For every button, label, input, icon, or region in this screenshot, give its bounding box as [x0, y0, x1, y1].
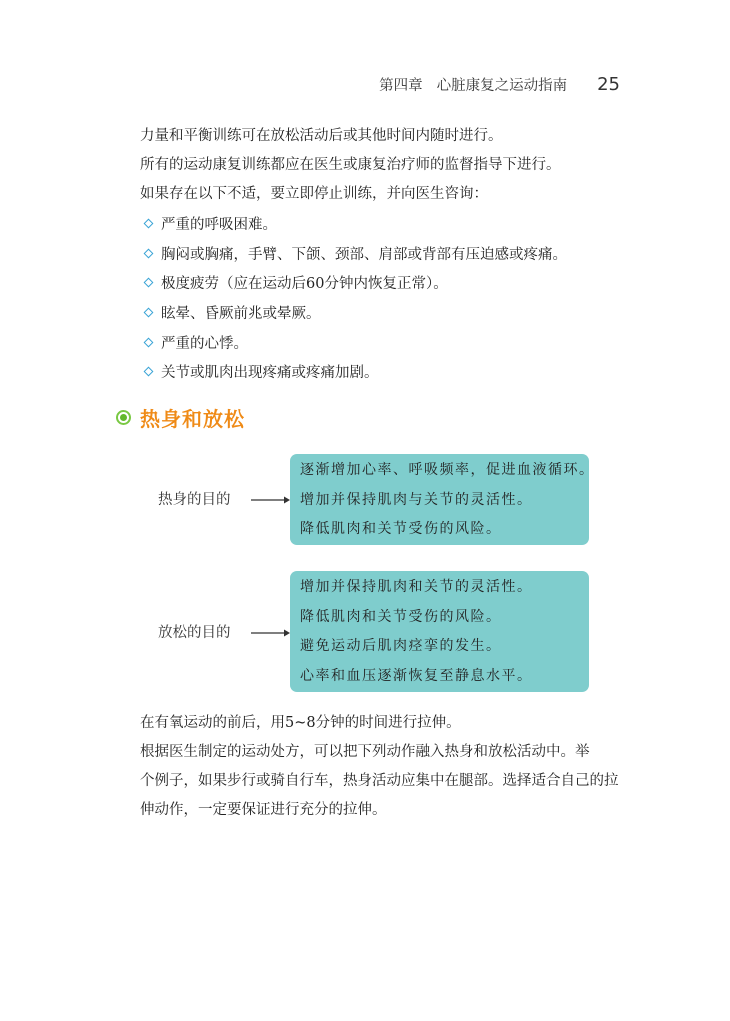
intro-line: 所有的运动康复训练都应在医生或康复治疗师的监督指导下进行。 — [140, 157, 561, 173]
warmup-goals-box — [290, 454, 595, 545]
warmup-goal: 增加并保持肌肉与关节的灵活性。 — [300, 491, 533, 508]
diamond-bullet-icon — [144, 337, 154, 347]
arrow-right-icon — [250, 494, 290, 506]
intro-line: 力量和平衡训练可在放松活动后或其他时间内随时进行。 — [140, 128, 503, 144]
page-number: 25 — [597, 74, 620, 95]
list-item: 严重的呼吸困难。 — [143, 209, 567, 239]
intro-line: 如果存在以下不适，要立即停止训练，并向医生咨询： — [140, 186, 488, 202]
list-item: 胸闷或胸痛，手臂、下颌、颈部、肩部或背部有压迫感或疼痛。 — [143, 239, 567, 269]
diamond-bullet-icon — [144, 308, 154, 318]
diamond-bullet-icon — [144, 367, 154, 377]
section-title: 热身和放松 — [140, 407, 245, 431]
warmup-goal: 降低肌肉和关节受伤的风险。 — [300, 521, 502, 537]
cooldown-label: 放松的目的 — [158, 625, 231, 641]
intro-paragraph — [140, 122, 610, 209]
list-item: 眩晕、昏厥前兆或晕厥。 — [143, 298, 567, 328]
cooldown-goal: 增加并保持肌肉和关节的灵活性。 — [300, 579, 533, 595]
green-circle-icon — [116, 410, 131, 425]
list-item: 严重的心悸。 — [143, 327, 567, 357]
diamond-bullet-icon — [144, 278, 154, 288]
cooldown-goal: 心率和血压逐渐恢复至静息水平。 — [300, 667, 533, 684]
cooldown-goal: 降低肌肉和关节受伤的风险。 — [300, 608, 502, 625]
diamond-bullet-icon — [144, 219, 154, 229]
arrow-right-icon — [250, 627, 290, 639]
list-item: 关节或肌肉出现疼痛或疼痛加剧。 — [143, 357, 567, 387]
diamond-bullet-icon — [144, 248, 154, 258]
closing-line: 伸动作，一定要保证进行充分的拉伸。 — [140, 802, 387, 818]
warning-list — [143, 209, 567, 387]
closing-line: 在有氧运动的前后，用5~8分钟的时间进行拉伸。 — [140, 715, 461, 731]
running-head — [379, 74, 620, 95]
cooldown-goal: 避免运动后肌肉痉挛的发生。 — [300, 638, 502, 654]
list-item: 极度疲劳（应在运动后60分钟内恢复正常）。 — [143, 268, 567, 298]
warmup-goal: 逐渐增加心率、呼吸频率，促进血液循环。 — [300, 462, 595, 478]
section-heading — [116, 403, 245, 432]
chapter-title: 心脏康复之运动指南 — [436, 78, 568, 94]
closing-paragraph — [140, 709, 620, 825]
warmup-label: 热身的目的 — [158, 492, 231, 508]
cooldown-goals-box — [290, 571, 589, 692]
closing-line: 个例子，如果步行或骑自行车，热身活动应集中在腿部。选择适合自己的拉 — [140, 773, 619, 789]
closing-line: 根据医生制定的运动处方，可以把下列动作融入热身和放松活动中。举 — [140, 744, 590, 760]
chapter-number: 第四章 — [379, 78, 423, 94]
